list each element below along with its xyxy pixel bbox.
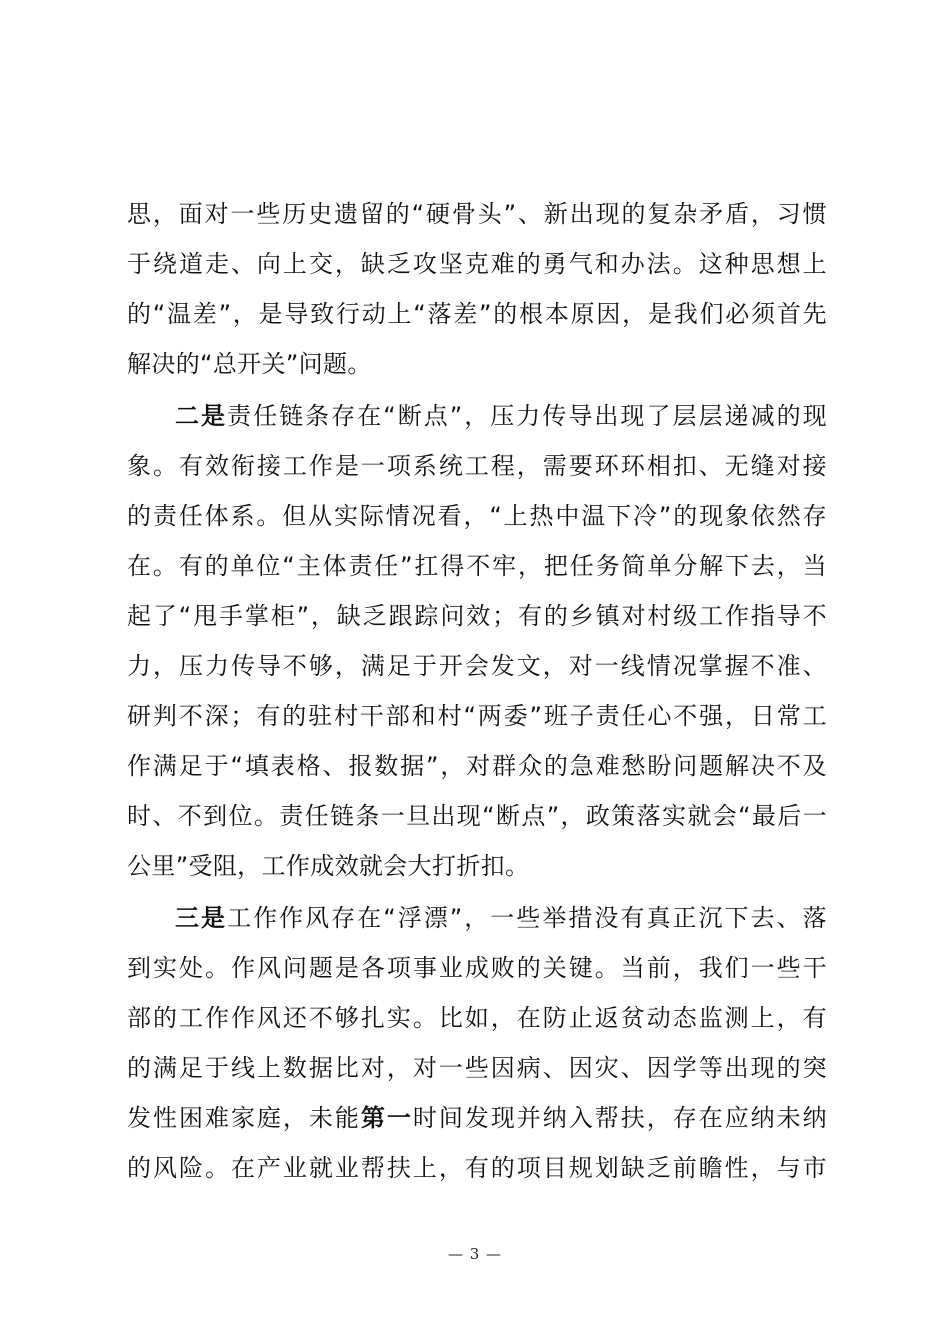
emphasis-text: 第一: [360, 1104, 413, 1132]
text-line: 起了“甩手掌柜”，缺乏跟踪问效；有的乡镇对村级工作指导不: [127, 602, 827, 630]
text-line: 部的工作作风还不够扎实。比如，在防止返贫动态监测上，有: [127, 1004, 827, 1032]
text-line: 的“温差”，是导致行动上“落差”的根本原因，是我们必须首先: [127, 300, 827, 328]
text-line: 时、不到位。责任链条一旦出现“断点”，政策落实就会“最后一: [127, 802, 827, 830]
text-line: 到实处。作风问题是各项事业成败的关键。当前，我们一些干: [127, 954, 827, 982]
text-line: 解决的“总开关”问题。: [127, 350, 372, 378]
text-line: 作满足于“填表格、报数据”，对群众的急难愁盼问题解决不及: [127, 752, 827, 780]
paragraph-two-first-line: [175, 396, 827, 436]
text-span: 时间发现并纳入帮扶，存在应纳未纳: [412, 1104, 827, 1132]
text-line: 公里”受阻，工作成效就会大打折扣。: [127, 852, 530, 880]
text-line: 在。有的单位“主体责任”扛得不牢，把任务简单分解下去，当: [127, 552, 827, 580]
text-line: 的风险。在产业就业帮扶上，有的项目规划缺乏前瞻性，与市: [127, 1154, 827, 1182]
text-line: 的满足于线上数据比对，对一些因病、因灾、因学等出现的突: [127, 1054, 827, 1082]
text-line: 思，面对一些历史遗留的“硬骨头”、新出现的复杂矛盾，习惯: [127, 200, 827, 228]
text-line: 研判不深；有的驻村干部和村“两委”班子责任心不强，日常工: [127, 702, 827, 730]
text-span: 工作作风存在“浮漂”，一些举措没有真正沉下去、落: [227, 904, 827, 932]
text-line-with-emphasis: [127, 1098, 827, 1138]
text-line: 力，压力传导不够，满足于开会发文，对一线情况掌握不准、: [127, 652, 827, 680]
text-span: 责任链条存在“断点”，压力传导出现了层层递减的现: [227, 402, 827, 430]
text-line: 象。有效衔接工作是一项系统工程，需要环环相扣、无缝对接: [127, 452, 827, 480]
page-number: — 3 —: [447, 1245, 503, 1263]
text-span: 发性困难家庭，未能: [127, 1104, 361, 1132]
paragraph-lead-label: 二是: [175, 402, 228, 430]
text-line: 于绕道走、向上交，缺乏攻坚克难的勇气和办法。这种思想上: [127, 250, 827, 278]
text-line: 的责任体系。但从实际情况看，“上热中温下冷”的现象依然存: [127, 502, 827, 530]
paragraph-three-first-line: [175, 898, 827, 938]
paragraph-lead-label: 三是: [175, 904, 228, 932]
